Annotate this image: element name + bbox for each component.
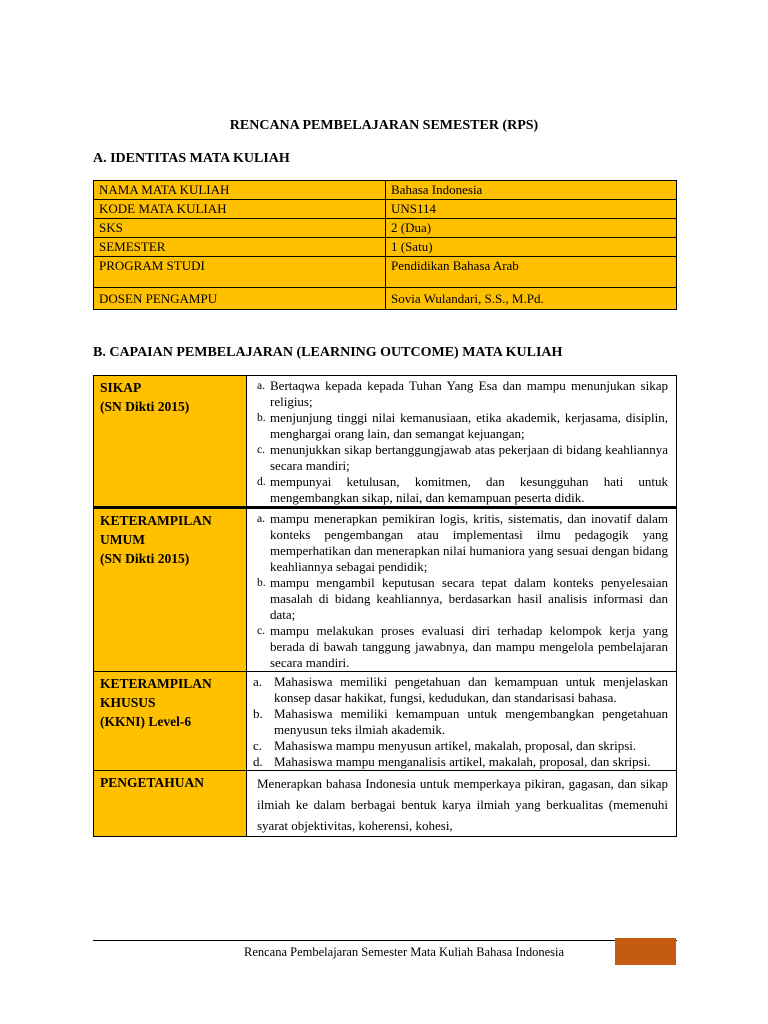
pengetahuan-content [247,771,677,837]
table-row [94,200,677,219]
section-a-heading: A. IDENTITAS MATA KULIAH [93,151,290,166]
khusus-list [251,674,668,770]
list-item [251,754,668,770]
identity-value: 2 (Dua) [386,219,677,238]
list-marker: a. [253,674,263,689]
sikap-label [94,376,247,508]
list-text: menjunjung tinggi nilai kemanusiaan, etika akademik, kerjasama, disiplin, menghargai orang lain, dan semangat kejuangan; [270,410,668,441]
footer-divider [93,940,677,941]
keterampilan-umum-content [247,508,677,672]
identity-value: Bahasa Indonesia [386,181,677,200]
list-marker: b. [257,577,266,589]
table-row [94,771,677,837]
list-text: mempunyai ketulusan, komitmen, dan kesungguhan hati untuk mengembangkan sikap, nilai, dan kemampuan peserta didik. [270,474,668,505]
list-item [251,738,668,754]
footer-text: Rencana Pembelajaran Semester Mata Kuliah Bahasa Indonesia [244,945,565,959]
identity-label: DOSEN PENGAMPU [94,288,386,310]
table-row [94,181,677,200]
list-text: mampu menerapkan pemikiran logis, kritis, sistematis, dan inovatif dalam konteks pengembangan atau implementasi ilmu pedagogik yang memperhatikan dan menerapkan nilai humaniora yang sesuai dengan bidang keahliannya sebagai pendidik; [270,511,668,574]
table-row [94,257,677,288]
list-text: Mahasiswa mampu menganalisis artikel, makalah, proposal, dan skripsi. [274,754,651,769]
label-line: PENGETAHUAN [100,775,205,790]
list-marker: a. [257,513,265,525]
table-row [94,219,677,238]
identity-label: SKS [94,219,386,238]
document-title: RENCANA PEMBELAJARAN SEMESTER (RPS) [229,118,539,133]
list-text: Mahasiswa memiliki kemampuan untuk mengembangkan pengetahuan menyusun teks ilmiah akademik. [274,706,668,737]
pengetahuan-text: Menerapkan bahasa Indonesia untuk memperkaya pikiran, gagasan, dan sikap ilmiah ke dalam berbagai bentuk karya ilmiah yang berkualitas (memenuhi syarat objektivitas, koherensi, kohesi, [257,776,668,833]
keterampilan-umum-label [94,508,247,672]
table-row [94,288,677,310]
list-item [251,410,668,442]
list-text: mampu mengambil keputusan secara tepat dalam konteks penyelesaian masalah di bidang keahliannya, berdasarkan hasil analisis informasi dan data; [270,575,668,622]
list-text: Mahasiswa mampu menyusun artikel, makalah, proposal, dan skripsi. [274,738,637,753]
list-marker: a. [257,380,265,392]
label-line: UMUM [100,532,145,547]
list-item [251,474,668,506]
label-line: SIKAP [100,380,142,395]
keterampilan-khusus-label [94,672,247,771]
sikap-list [251,378,668,506]
identity-label: NAMA MATA KULIAH [94,181,386,200]
label-line: (KKNI) Level-6 [100,714,192,729]
identity-value: Pendidikan Bahasa Arab [386,257,677,288]
label-line: KETERAMPILAN [100,513,212,528]
identity-value: 1 (Satu) [386,238,677,257]
umum-list [251,511,668,671]
list-item [251,442,668,474]
outcomes-table [93,375,677,837]
identity-value: Sovia Wulandari, S.S., M.Pd. [386,288,677,310]
table-row [94,238,677,257]
list-marker: d. [253,754,263,769]
list-item [251,706,668,738]
list-item [251,674,668,706]
pengetahuan-label [94,771,247,837]
keterampilan-khusus-content [247,672,677,771]
section-b-heading: B. CAPAIAN PEMBELAJARAN (LEARNING OUTCOME) MATA KULIAH [93,345,563,360]
list-text: Bertaqwa kepada kepada Tuhan Yang Esa dan mampu menunjukan sikap religius; [270,378,668,409]
label-line: (SN Dikti 2015) [100,551,190,566]
label-line: KETERAMPILAN [100,676,212,691]
list-item [251,378,668,410]
list-text: mampu melakukan proses evaluasi diri terhadap kelompok kerja yang berada di bawah tanggung jawabnya, dan mampu mengelola pembelajaran secara mandiri. [270,623,668,670]
list-item [251,511,668,575]
list-marker: d. [257,476,266,488]
list-text: menunjukkan sikap bertanggungjawab atas pekerjaan di bidang keahliannya secara mandiri; [270,442,668,473]
footer-accent-box [615,938,676,965]
identity-table [93,180,677,310]
list-marker: b. [253,706,263,721]
sikap-content [247,376,677,508]
table-row [94,508,677,672]
list-marker: c. [257,444,265,456]
list-marker: c. [257,625,265,637]
label-line: KHUSUS [100,695,156,710]
table-row [94,672,677,771]
list-text: Mahasiswa memiliki pengetahuan dan kemampuan untuk menjelaskan konsep dasar hakikat, fungsi, kedudukan, dan standarisasi bahasa. [274,674,668,705]
identity-label: SEMESTER [94,238,386,257]
list-item [251,575,668,623]
identity-label: PROGRAM STUDI [94,257,386,288]
list-item [251,623,668,671]
label-line: (SN Dikti 2015) [100,399,190,414]
identity-label: KODE MATA KULIAH [94,200,386,219]
list-marker: b. [257,412,266,424]
list-marker: c. [253,738,263,753]
table-row [94,376,677,508]
identity-value: UNS114 [386,200,677,219]
